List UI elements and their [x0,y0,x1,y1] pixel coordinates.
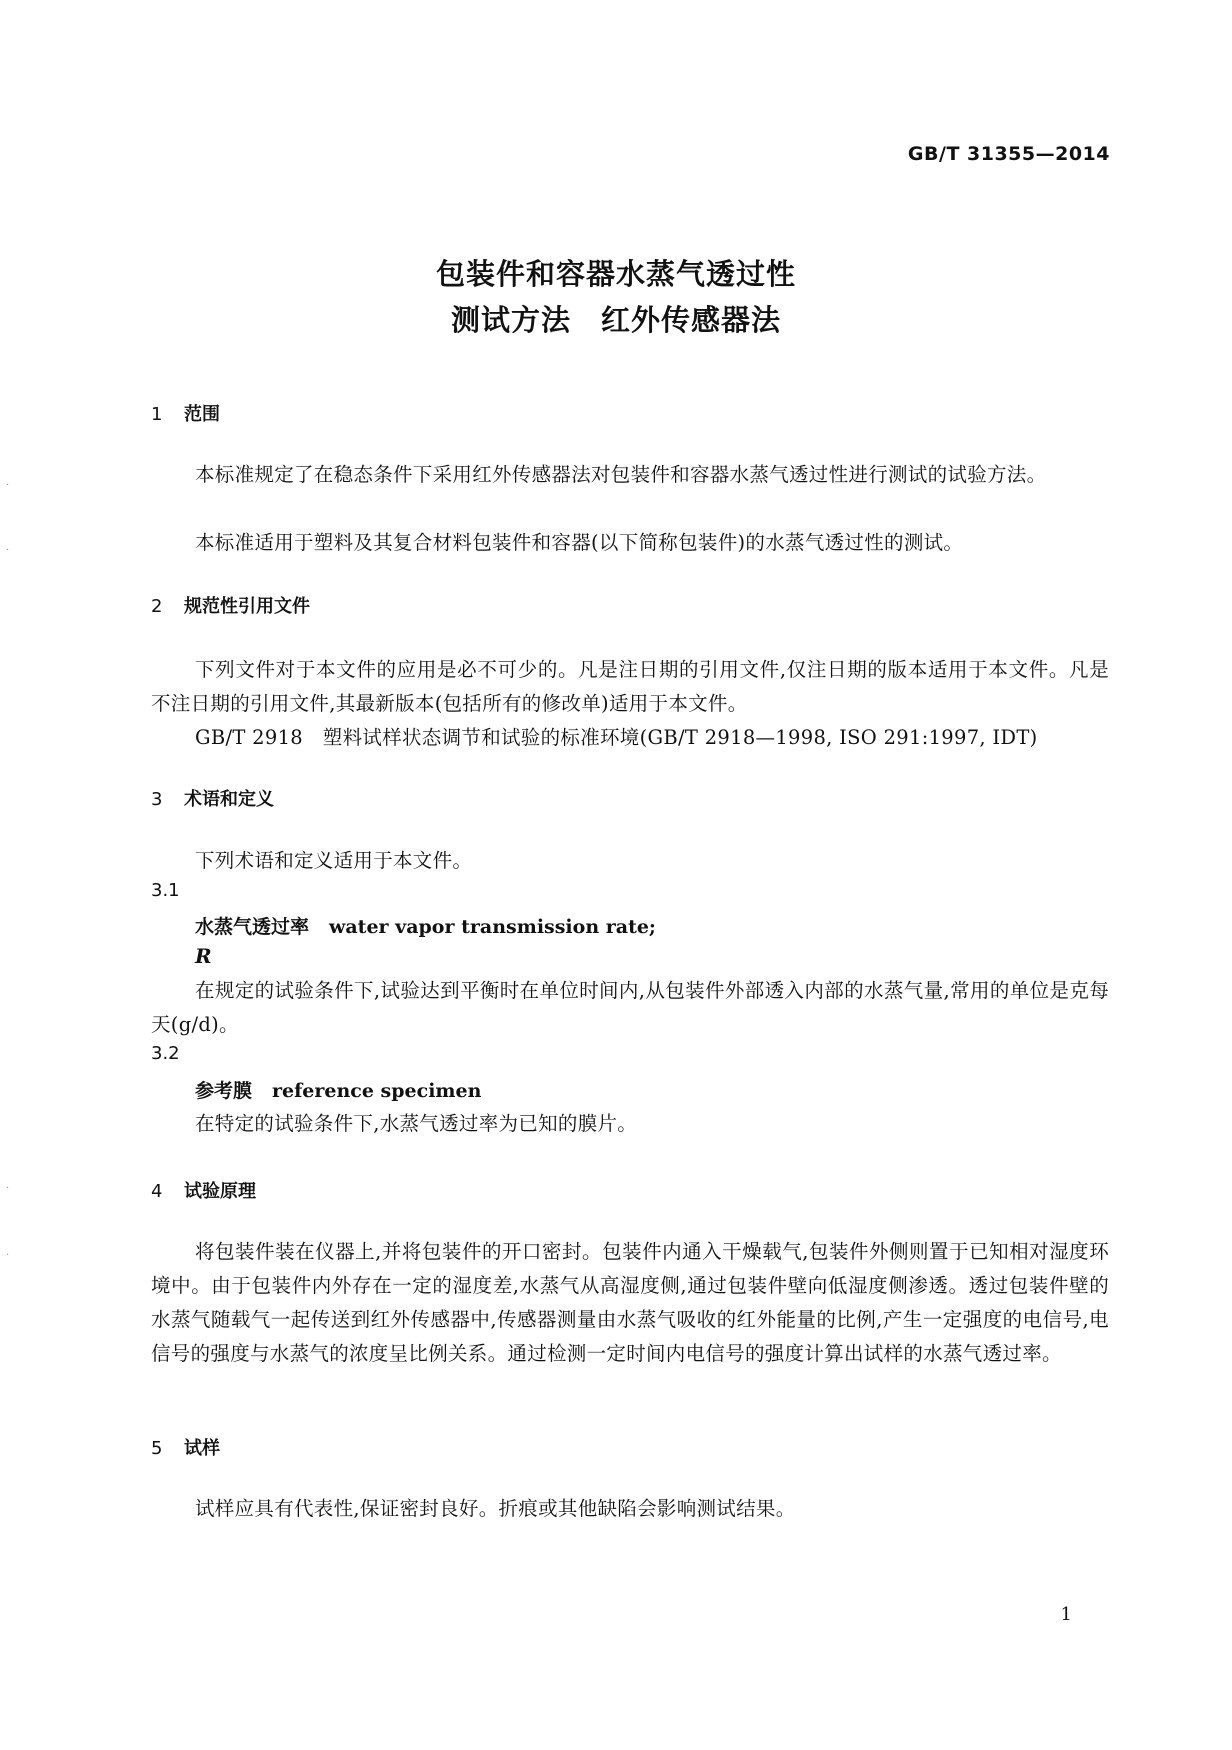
section-5-heading [151,1434,220,1460]
term-english: reference specimen [272,1080,482,1102]
section-title: 规范性引用文件 [184,596,310,617]
section-4-paragraph-1: 将包装件装在仪器上,并将包装件的开口密封。包装件内通入干燥载气,包装件外侧则置于已知相对湿度环境中。由于包装件内外存在一定的湿度差,水蒸气从高湿度侧,通过包装件壁向低湿度侧渗透。透过包装件壁的水蒸气随载气一起传送到红外传感器中,传感器测量由水蒸气吸收的红外能量的比例,产生一定强度的电信号,电信号的强度与水蒸气的浓度呈比例关系。通过检测一定时间内电信号的强度计算出试样的水蒸气透过率。 [151,1240,1109,1365]
section-3-heading [151,785,274,811]
section-title: 试样 [184,1438,220,1459]
scan-speck: · [6,1183,10,1194]
section-1-paragraph-2: 本标准适用于塑料及其复合材料包装件和容器(以下简称包装件)的水蒸气透过性的测试。 [195,531,964,554]
section-2-paragraph-1: 下列文件对于本文件的应用是必不可少的。凡是注日期的引用文件,仅注日期的版本适用于本文件。凡是不注日期的引用文件,其最新版本(包括所有的修改单)适用于本文件。 [151,658,1109,715]
term-english: water vapor transmission rate; [329,916,656,938]
section-title: 术语和定义 [184,789,274,810]
section-number: 4 [151,1181,163,1202]
term-3-1-definition: 在规定的试验条件下,试验达到平衡时在单位时间内,从包装件外部透入内部的水蒸气量,常用的单位是克每天(g/d)。 [151,979,1109,1036]
section-number: 1 [151,404,163,425]
section-1-paragraph-1: 本标准规定了在稳态条件下采用红外传感器法对包装件和容器水蒸气透过性进行测试的试验方法。 [195,463,1047,486]
term-3-1 [195,912,656,939]
term-3-2-number: 3.2 [151,1043,180,1064]
section-number: 2 [151,596,163,617]
scan-speck: · [6,1250,10,1261]
title-line-1: 包装件和容器水蒸气透过性 [435,257,796,291]
section-title: 试验原理 [184,1181,256,1202]
section-number: 3 [151,789,163,810]
page-number: 1 [1060,1604,1072,1625]
section-2-heading [151,592,310,618]
normative-reference: GB/T 2918 塑料试样状态调节和试验的标准环境(GB/T 2918—1998, ISO 291:1997, IDT) [195,726,1038,749]
standard-number: GB/T 31355—2014 [907,143,1110,165]
term-3-1-number: 3.1 [151,880,180,901]
term-chinese: 参考膜 [195,1080,253,1102]
scan-speck: · [6,545,10,556]
section-5-paragraph-1: 试样应具有代表性,保证密封良好。折痕或其他缺陷会影响测试结果。 [195,1497,796,1520]
section-number: 5 [151,1438,163,1459]
scan-speck: · [6,480,10,491]
term-3-2 [195,1076,481,1103]
term-3-2-definition: 在特定的试验条件下,水蒸气透过率为已知的膜片。 [195,1112,638,1135]
term-chinese: 水蒸气透过率 [195,916,310,938]
section-3-paragraph-1: 下列术语和定义适用于本文件。 [195,849,473,872]
section-title: 范围 [184,404,220,425]
section-1-heading [151,400,220,426]
term-symbol: R [195,944,212,968]
title-line-2: 测试方法 红外传感器法 [450,303,781,337]
section-4-heading [151,1177,256,1203]
